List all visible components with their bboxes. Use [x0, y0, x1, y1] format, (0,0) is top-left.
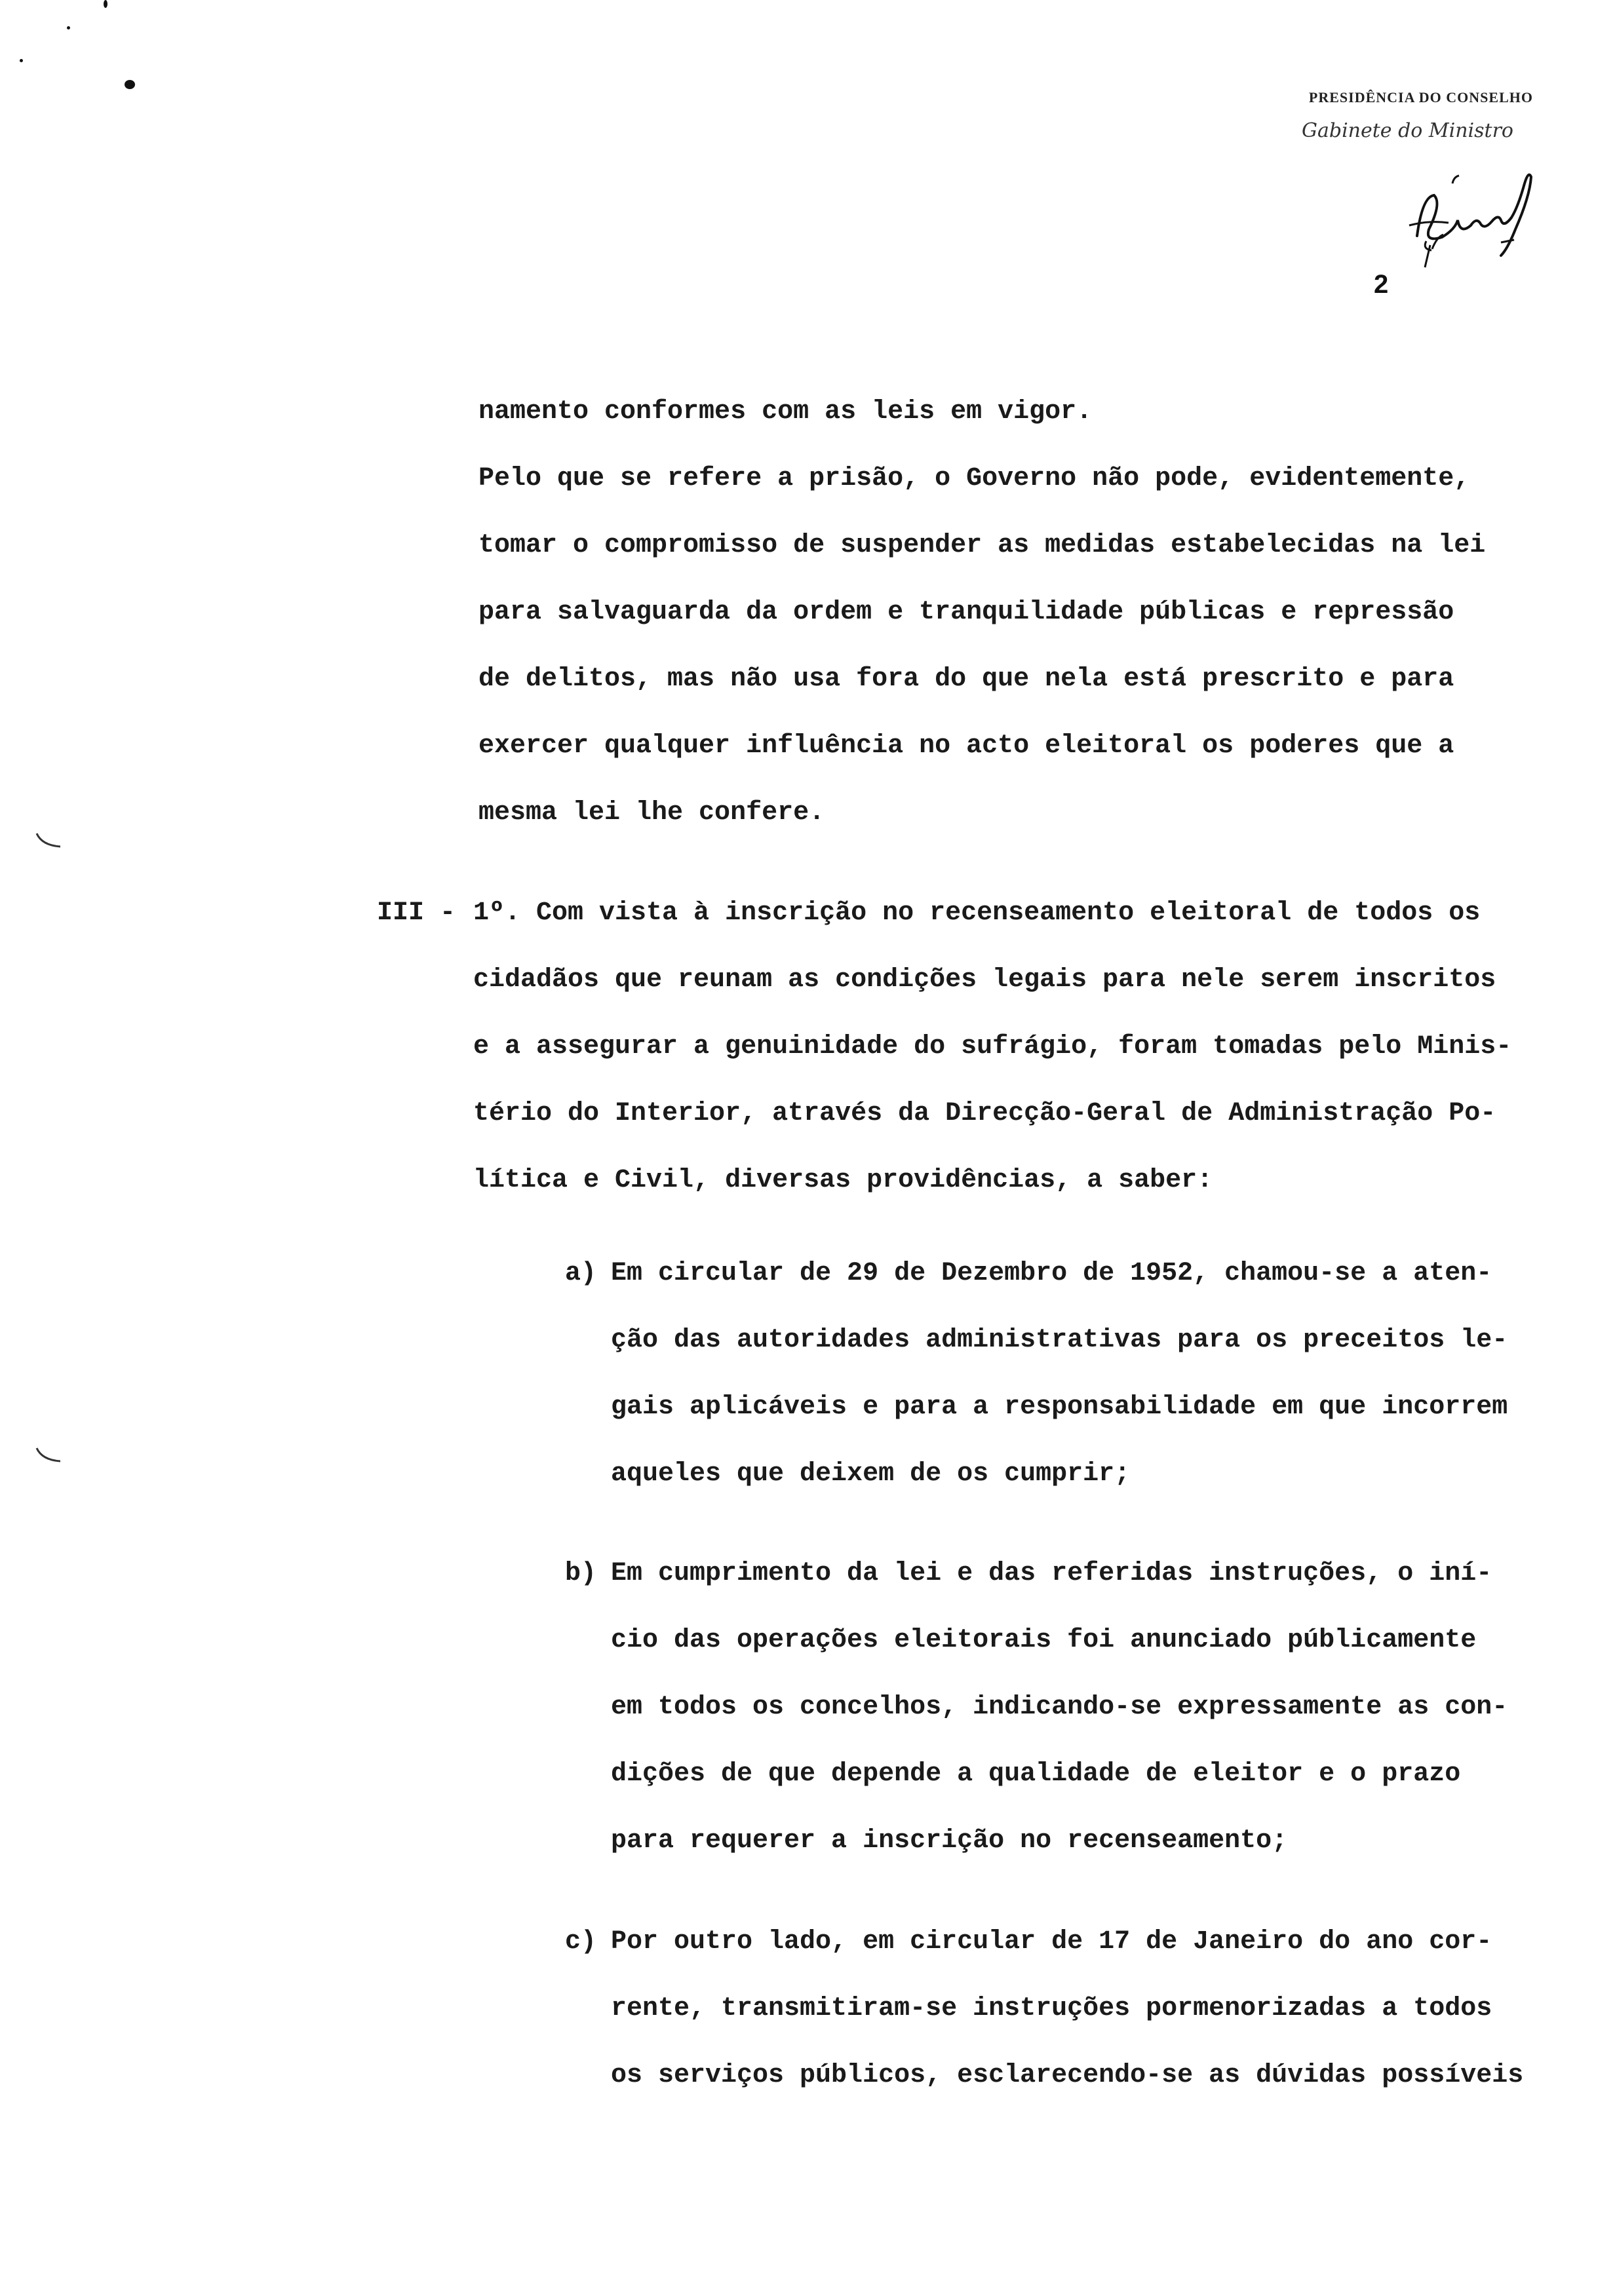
ink-speck [125, 80, 135, 89]
text-line: mesma lei lhe confere. [478, 798, 825, 828]
text-line: Pelo que se refere a prisão, o Governo não pode, evidentemente, [478, 464, 1470, 493]
text-line: cidadãos que reunam as condições legais para nele serem inscritos [473, 965, 1496, 995]
list-item-text [611, 1540, 1508, 1874]
text-line: tomar o compromisso de suspender as medidas estabelecidas na lei [478, 531, 1486, 560]
paragraph-prison [478, 446, 1485, 847]
text-line: dições de que depende a qualidade de eleitor e o prazo [611, 1759, 1461, 1789]
text-line: Por outro lado, em circular de 17 de Janeiro do ano cor- [611, 1927, 1492, 1957]
list-marker: c) [565, 1927, 597, 1957]
text-line: aqueles que deixem de os cumprir; [611, 1459, 1131, 1489]
section-marker [377, 880, 456, 947]
text-line: de delitos, mas não usa fora do que nela está prescrito e para [478, 664, 1454, 694]
list-marker: b) [565, 1559, 597, 1588]
letterhead-organization: PRESIDÊNCIA DO CONSELHO [1308, 89, 1533, 105]
paragraph-continuation [478, 379, 1092, 446]
punch-mark-icon [35, 1445, 62, 1465]
text-line: ção das autoridades administrativas para os preceitos le- [611, 1326, 1508, 1355]
text-line: rente, transmitiram-se instruções pormenorizadas a todos [611, 1994, 1492, 2023]
text-line: tério do Interior, através da Direcção-Geral de Administração Po- [473, 1099, 1496, 1128]
text-line: namento conformes com as leis em vigor. [478, 397, 1093, 427]
list-marker: a) [565, 1259, 597, 1288]
text-line: lítica e Civil, diversas providências, a saber: [473, 1166, 1213, 1195]
text-line: em todos os concelhos, indicando-se expressamente as con- [611, 1693, 1508, 1722]
paragraph-section-iii [473, 880, 1512, 1214]
list-item-text [611, 1908, 1523, 2109]
text-line: 1º. Com vista à inscrição no recenseamento eleitoral de todos os [473, 898, 1481, 928]
ink-speck [20, 59, 23, 62]
text-line: para requerer a inscrição no recenseamento; [611, 1826, 1288, 1856]
section-number: III - [377, 898, 456, 928]
letterhead [1140, 89, 1533, 142]
text-line: para salvaguarda da ordem e tranquilidade públicas e repressão [478, 598, 1454, 627]
text-line: os serviços públicos, esclarecendo-se as dúvidas possíveis [611, 2061, 1524, 2090]
page-number: 2 [1374, 270, 1389, 299]
punch-mark-icon [35, 831, 62, 851]
text-line: exercer qualquer influência no acto eleitoral os poderes que a [478, 731, 1454, 761]
text-line: Em circular de 29 de Dezembro de 1952, chamou-se a aten- [611, 1259, 1492, 1288]
letterhead-department: Gabinete do Ministro [1302, 119, 1513, 142]
list-item-text [611, 1240, 1508, 1507]
ink-speck [104, 0, 107, 8]
text-line: e a assegurar a genuinidade do sufrágio, foram tomadas pelo Minis- [473, 1032, 1512, 1062]
ink-speck [67, 26, 70, 29]
tick-mark-icon [1421, 244, 1434, 270]
text-line: gais aplicáveis e para a responsabilidade em que incorrem [611, 1392, 1508, 1422]
text-line: cio das operações eleitorais foi anunciado públicamente [611, 1626, 1477, 1655]
text-line: Em cumprimento da lei e das referidas instruções, o iní- [611, 1559, 1492, 1588]
